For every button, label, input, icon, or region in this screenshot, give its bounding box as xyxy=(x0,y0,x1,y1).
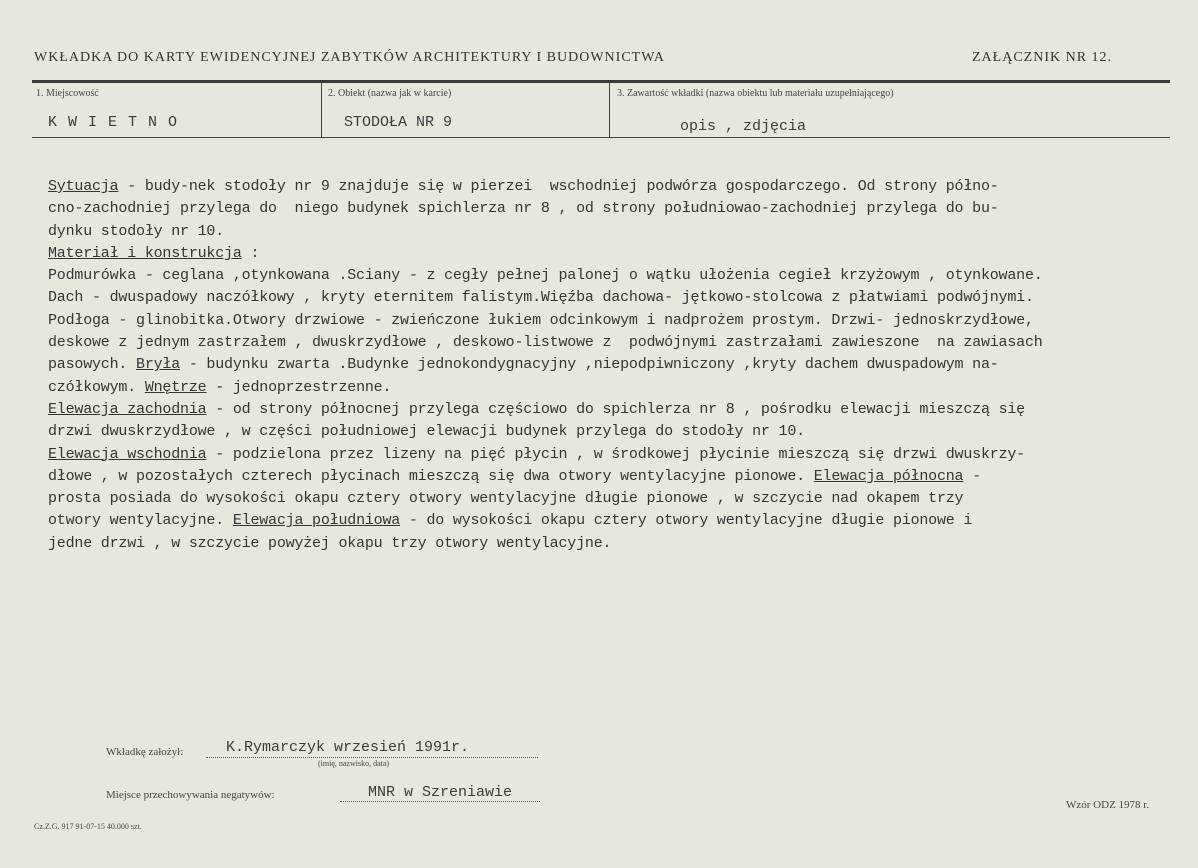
locality-value: K W I E T N O xyxy=(48,114,179,131)
text-line xyxy=(48,510,1198,532)
text-line xyxy=(48,243,1198,265)
text-line: deskowe z jednym zastrzałem , dwuskrzydłowe , deskowo-listwowe z podwójnymi zastrzałami zawieszone na zawiasach xyxy=(48,334,1043,352)
text-line: jedne drzwi , w szczycie powyżej okapu trzy otwory wentylacyjne. xyxy=(48,534,612,552)
contents-value: opis , zdjęcia xyxy=(680,118,807,135)
section-heading: Elewacja południowa xyxy=(232,512,401,530)
negatives-label: Miejsce przechowywania negatywów: xyxy=(106,789,275,801)
section-heading: Elewacja zachodnia xyxy=(48,400,207,418)
text-span: - do wysokości okapu cztery otwory wentylacyjne długie pionowe i xyxy=(400,512,973,530)
author-value: K.Rymarczyk wrzesień 1991r. xyxy=(226,739,470,756)
text-span: - budynku zwarta .Budynke jednokondygnacyjny ,niepodpiwniczony ,kryty dachem dwuspadowym na- xyxy=(180,356,999,374)
text-line xyxy=(48,444,1198,466)
text-line xyxy=(48,354,1198,376)
text-span: czółkowym. xyxy=(48,378,145,396)
text-line: cno-zachodniej przylega do niego budynek spichlerza nr 8 , od strony południowao-zachodniej przylega do bu- xyxy=(48,200,999,218)
object-label: 2. Obiekt (nazwa jak w karcie) xyxy=(328,88,452,99)
print-code: Cz.Z.G. 917 91-07-15 40.000 szt. xyxy=(34,822,142,831)
text-span: dłowe , w pozostałych czterech płycinach mieszczą się dwa otwory wentylacyjne pionowe. xyxy=(48,467,814,485)
text-line xyxy=(48,176,1198,198)
author-label: Wkładkę założył: xyxy=(106,746,184,758)
text-span: - budy-nek stodoły nr 9 znajduje się w pierzei wschodniej podwórza gospodarczego. Od strony półno- xyxy=(118,178,999,195)
text-span: - jednoprzestrzenne. xyxy=(206,378,392,396)
header-rule xyxy=(32,80,1170,83)
form-model: Wzór ODZ 1978 r. xyxy=(1066,799,1150,811)
section-heading: Materiał i konstrukcja xyxy=(48,244,242,262)
field-divider xyxy=(321,83,322,137)
text-line xyxy=(48,399,1198,421)
field-divider xyxy=(609,83,610,137)
text-line xyxy=(48,377,1198,399)
attachment-number: ZAŁĄCZNIK NR 12. xyxy=(972,50,1113,65)
text-span: pasowych. xyxy=(48,356,137,374)
section-heading: Elewacja wschodnia xyxy=(48,445,207,463)
object-value: STODOŁA NR 9 xyxy=(344,114,453,131)
text-line: Podłoga - glinobitka.Otwory drzwiowe - zwieńczone łukiem odcinkowym i nadprożem prostym. Drzwi- jednoskrzydłowe, xyxy=(48,311,1034,329)
section-heading: Wnętrze xyxy=(144,378,207,396)
text-line: Podmurówka - ceglana ,otynkowana .Sciany - z cegły pełnej palonej o wątku ułożenia cegieł krzyżowym , otynkowane. xyxy=(48,267,1043,285)
text-span: - xyxy=(963,467,981,485)
text-span: - podzielona przez lizeny na pięć płycin , w środkowej płycinie mieszczą się drzwi dwuskrzy- xyxy=(206,445,1025,463)
text-line: Dach - dwuspadowy naczółkowy , kryty eternitem falistym.Więźba dachowa- jętkowo-stolcowa z płatwiami podwójnymi. xyxy=(48,289,1034,307)
text-span: - od strony północnej przylega częściowo do spichlerza nr 8 , pośrodku elewacji mieszczą się xyxy=(206,400,1025,418)
author-dotted-line xyxy=(206,757,538,758)
text-line xyxy=(48,466,1198,488)
text-span: : xyxy=(241,244,260,262)
section-heading: Sytuacja xyxy=(48,178,119,195)
fields-bottom-rule xyxy=(32,137,1170,138)
description-text xyxy=(48,176,1198,555)
text-span: otwory wentylacyjne. xyxy=(48,512,233,530)
text-line: drzwi dwuskrzydłowe , w części południowej elewacji budynek przylega do stodoły nr 10. xyxy=(48,423,805,441)
negatives-value: MNR w Szreniawie xyxy=(368,784,513,801)
section-heading: Bryła xyxy=(136,356,181,374)
locality-label: 1. Miejscowość xyxy=(36,88,99,99)
section-heading: Elewacja północna xyxy=(813,467,964,485)
text-line: prosta posiada do wysokości okapu cztery otwory wentylacyjne długie pionowe , w szczycie nad okapem trzy xyxy=(48,490,964,508)
contents-label: 3. Zawartość wkładki (nazwa obiektu lub materiału uzupełniającego) xyxy=(617,88,894,99)
form-title: WKŁADKA DO KARTY EWIDENCYJNEJ ZABYTKÓW ARCHITEKTURY I BUDOWNICTWA xyxy=(34,50,665,65)
author-hint: (imię, nazwisko, data) xyxy=(318,759,390,768)
negatives-dotted-line xyxy=(340,801,540,802)
text-line: dynku stodoły nr 10. xyxy=(48,222,225,240)
